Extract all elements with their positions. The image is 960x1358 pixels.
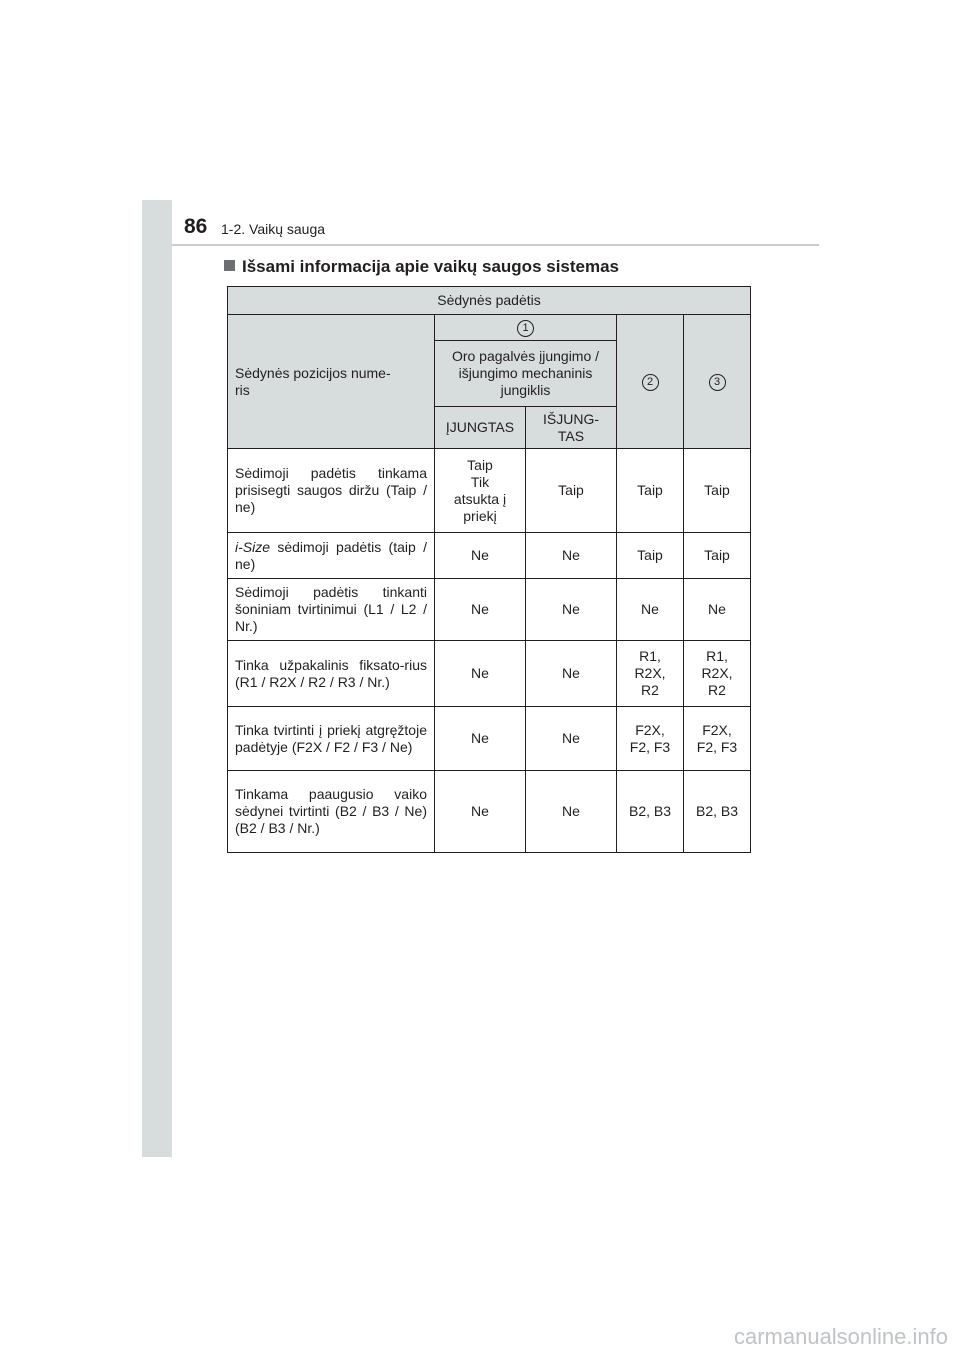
off-value: Ne bbox=[526, 579, 617, 641]
off-value: Ne bbox=[526, 707, 617, 771]
seat-2-value: F2X, F2, F3 bbox=[617, 707, 684, 771]
seat-2-value: B2, B3 bbox=[617, 771, 684, 853]
section-heading bbox=[224, 257, 619, 277]
on-value: Ne bbox=[435, 771, 526, 853]
off-label: IŠJUNG- TAS bbox=[526, 407, 617, 449]
table-row bbox=[228, 449, 751, 533]
on-value: Taip Tik atsukta į priekį bbox=[435, 449, 526, 533]
row-label: Tinka tvirtinti į priekį atgręžtoje padėtyje (F2X / F2 / F3 / Ne) bbox=[228, 707, 435, 771]
table-row bbox=[228, 771, 751, 853]
row-label bbox=[228, 533, 435, 579]
off-value: Ne bbox=[526, 771, 617, 853]
square-bullet-icon bbox=[224, 260, 235, 271]
seat-2-icon: 2 bbox=[642, 374, 659, 391]
table-row bbox=[228, 707, 751, 771]
seat-2-value: Taip bbox=[617, 533, 684, 579]
position-number-label: Sėdynės pozicijos nume- ris bbox=[228, 315, 435, 449]
on-value: Ne bbox=[435, 707, 526, 771]
row-label: Sėdimoji padėtis tinkama prisisegti saugos diržu (Taip / ne) bbox=[228, 449, 435, 533]
child-seat-info-table bbox=[227, 286, 751, 853]
isize-label: i-Size bbox=[235, 538, 271, 555]
seat-3-icon: 3 bbox=[709, 374, 726, 391]
seat-1-header bbox=[435, 315, 617, 341]
off-value: Ne bbox=[526, 641, 617, 707]
on-value: Ne bbox=[435, 579, 526, 641]
seat-3-header bbox=[684, 315, 751, 449]
seat-2-value: R1, R2X, R2 bbox=[617, 641, 684, 707]
seat-1-icon: 1 bbox=[517, 320, 534, 337]
row-label-text: sėdimoji padėtis (taip / ne) bbox=[235, 538, 427, 572]
heading-text: Išsami informacija apie vaikų saugos sistemas bbox=[242, 257, 620, 276]
row-label: Sėdimoji padėtis tinkanti šoniniam tvirtinimui (L1 / L2 / Nr.) bbox=[228, 579, 435, 641]
seat-3-value: F2X, F2, F3 bbox=[684, 707, 751, 771]
seat-2-value: Ne bbox=[617, 579, 684, 641]
seat-3-value: Taip bbox=[684, 449, 751, 533]
row-label: Tinka užpakalinis fiksato-rius (R1 / R2X / R2 / R3 / Nr.) bbox=[228, 641, 435, 707]
row-label: Tinkama paaugusio vaiko sėdynei tvirtinti (B2 / B3 / Ne) (B2 / B3 / Nr.) bbox=[228, 771, 435, 853]
off-value: Ne bbox=[526, 533, 617, 579]
seat-2-value: Taip bbox=[617, 449, 684, 533]
page-number: 86 bbox=[184, 215, 208, 238]
section-title: 1-2. Vaikų sauga bbox=[221, 221, 326, 237]
on-value: Ne bbox=[435, 641, 526, 707]
on-label: ĮJUNGTAS bbox=[435, 407, 526, 449]
seat-2-header bbox=[617, 315, 684, 449]
table-row bbox=[228, 641, 751, 707]
header-divider bbox=[172, 244, 819, 246]
off-value: Taip bbox=[526, 449, 617, 533]
watermark: carmanualsonline.info bbox=[733, 1324, 948, 1349]
seat-3-value: Taip bbox=[684, 533, 751, 579]
on-value: Ne bbox=[435, 533, 526, 579]
seat-position-header: Sėdynės padėtis bbox=[228, 287, 751, 315]
sidebar-band bbox=[142, 200, 172, 1157]
table-row bbox=[228, 533, 751, 579]
airbag-switch-label: Oro pagalvės įjungimo / išjungimo mechaninis jungiklis bbox=[435, 341, 617, 407]
seat-3-value: R1, R2X, R2 bbox=[684, 641, 751, 707]
seat-3-value: Ne bbox=[684, 579, 751, 641]
seat-3-value: B2, B3 bbox=[684, 771, 751, 853]
table-row bbox=[228, 579, 751, 641]
